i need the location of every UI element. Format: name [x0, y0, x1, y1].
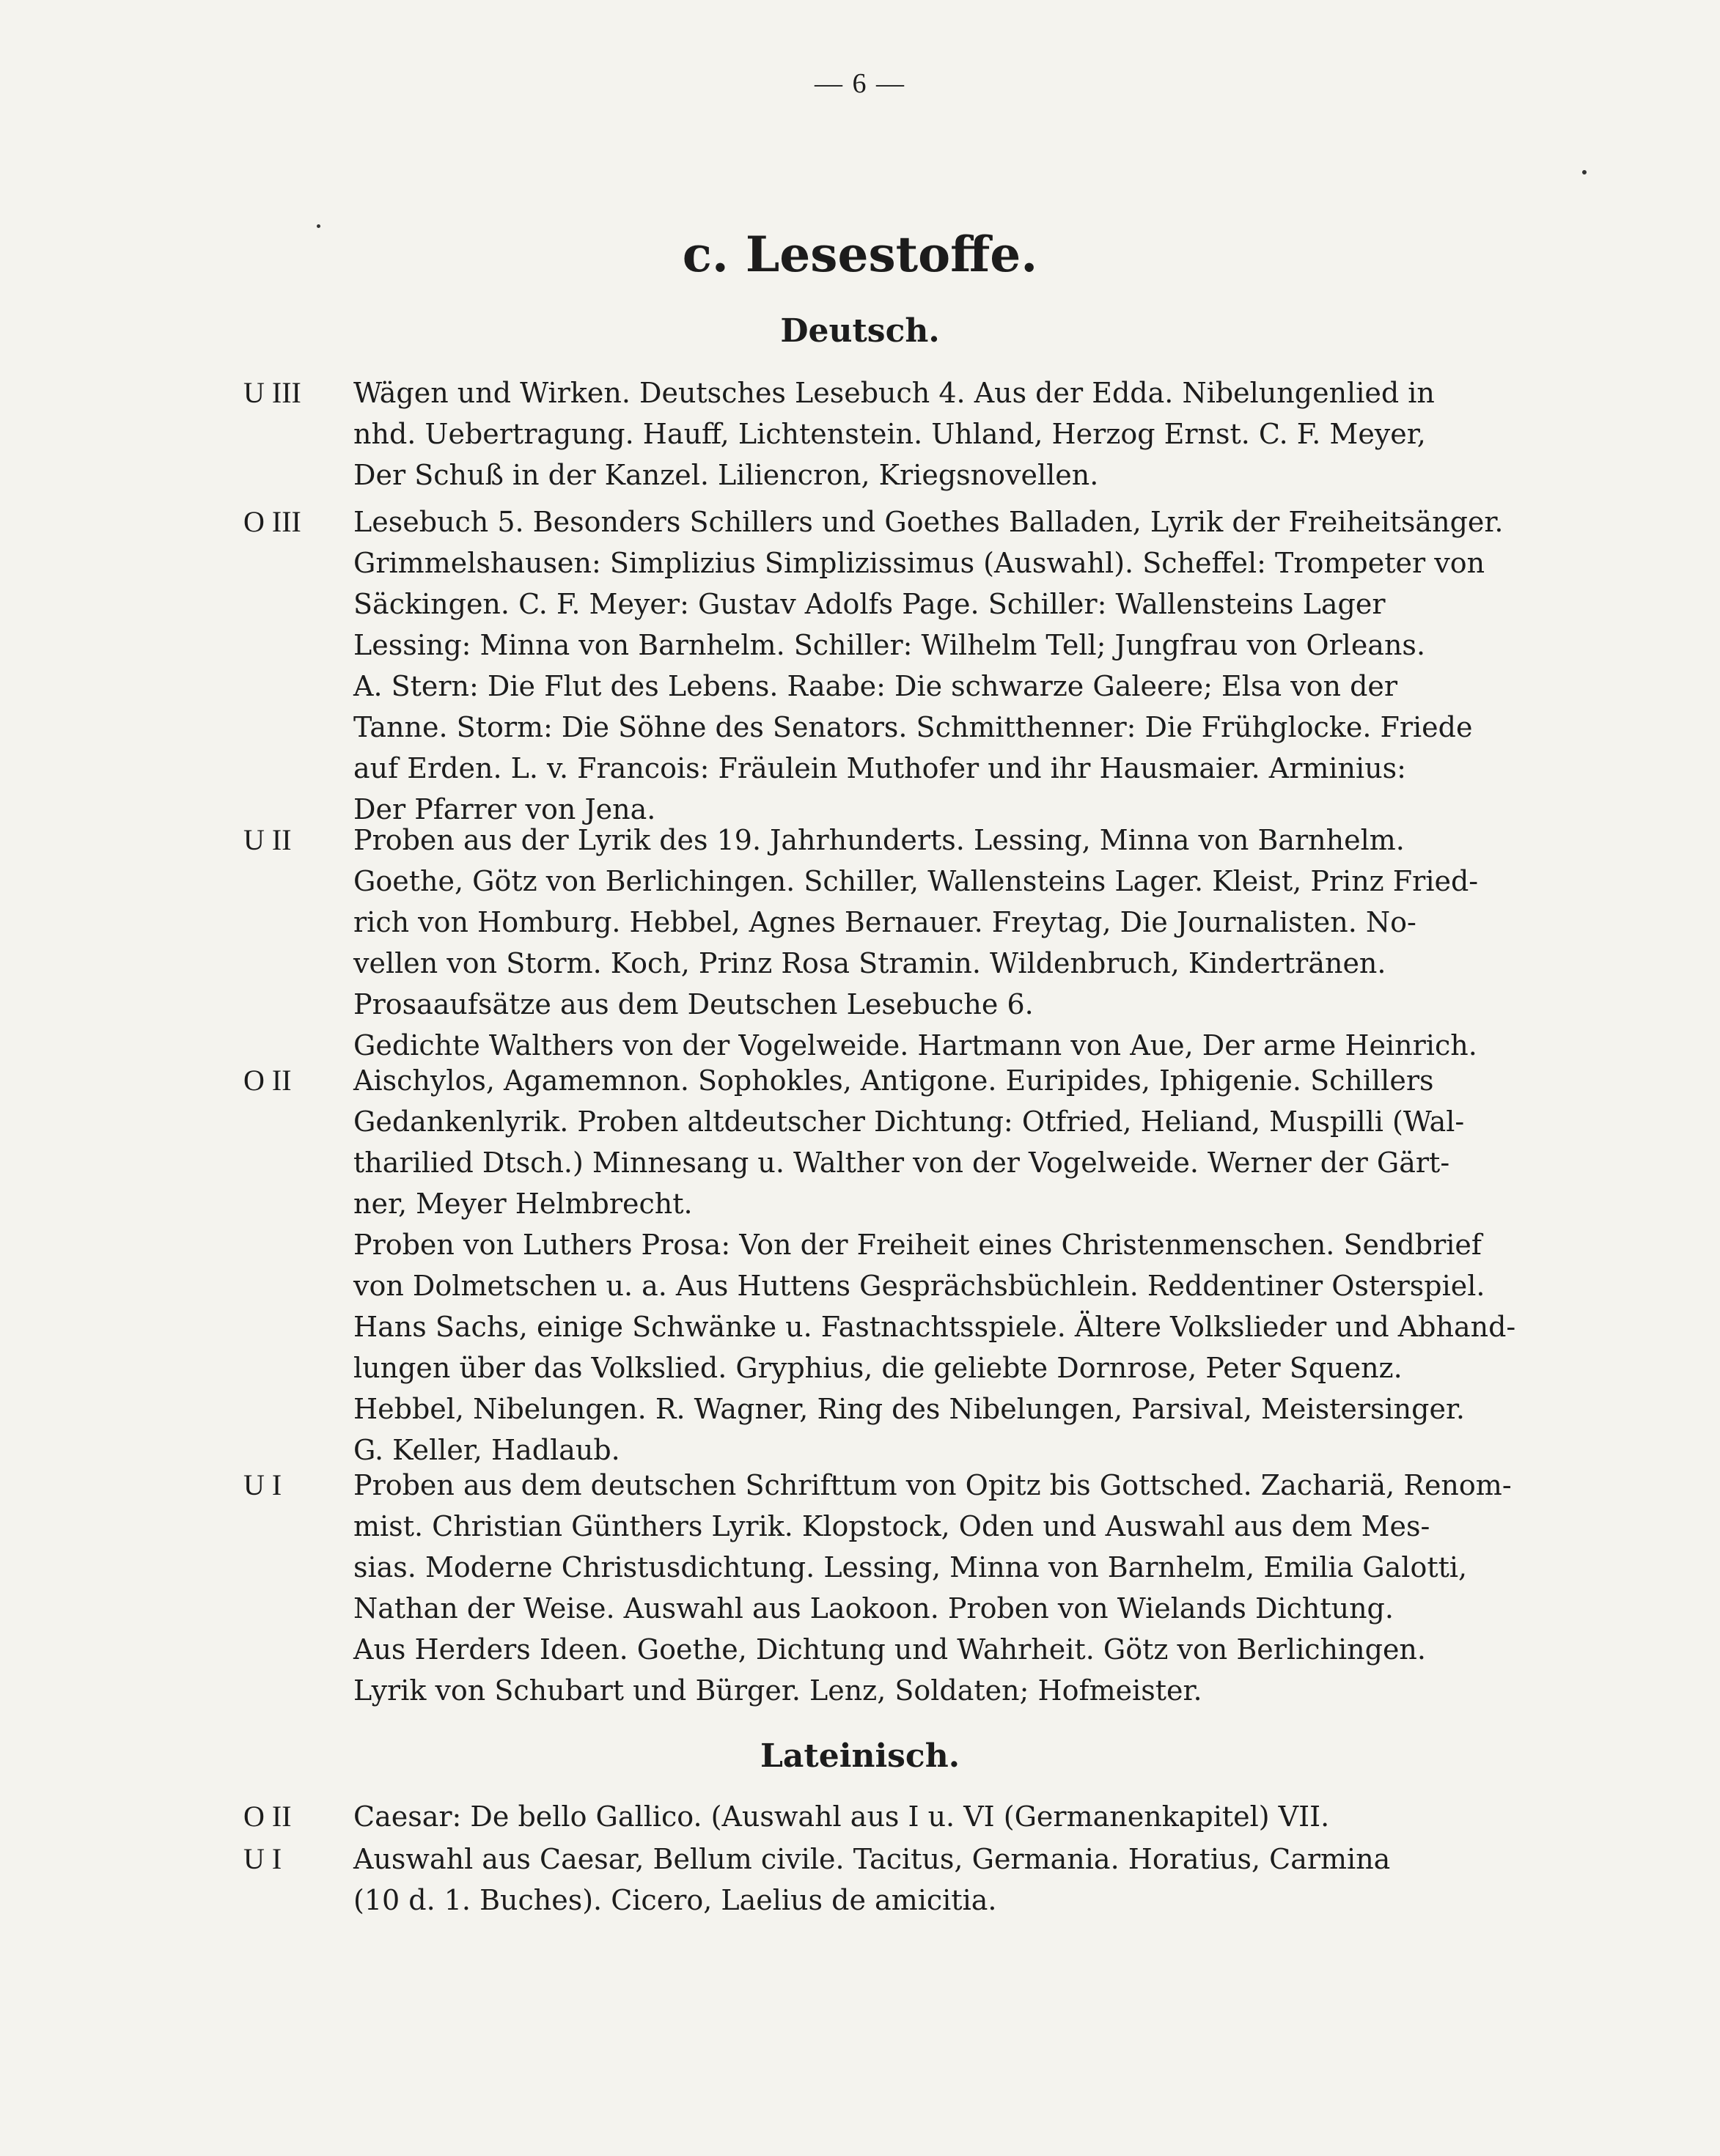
print-speck — [1582, 170, 1587, 174]
text-line: Der Pfarrer von Jena. — [353, 793, 656, 825]
section-title: c. Lesestoffe. — [682, 226, 1038, 283]
text-line: G. Keller, Hadlaub. — [353, 1434, 620, 1466]
text-line: auf Erden. L. v. Francois: Fräulein Muthofer und ihr Hausmaier. Arminius: — [353, 752, 1406, 784]
text-line: mist. Christian Günthers Lyrik. Klopstock, Oden und Auswahl aus dem Mes- — [353, 1510, 1430, 1542]
text-line: Gedichte Walthers von der Vogelweide. Hartmann von Aue, Der arme Heinrich. — [353, 1029, 1477, 1062]
text-line: Der Schuß in der Kanzel. Liliencron, Kriegsnovellen. — [353, 459, 1099, 491]
deutsch-heading: Deutsch. — [780, 312, 940, 350]
class-label: O II — [243, 1800, 292, 1833]
text-line: Proben aus dem deutschen Schrifttum von Opitz bis Gottsched. Zachariä, Renom- — [353, 1469, 1512, 1501]
page-number: — 6 — — [815, 68, 905, 99]
text-line: Gedankenlyrik. Proben altdeutscher Dichtung: Otfried, Heliand, Muspilli (Wal- — [353, 1105, 1465, 1138]
lateinisch-heading: Lateinisch. — [760, 1737, 960, 1775]
entry-text — [353, 1839, 1519, 1921]
text-line: Aischylos, Agamemnon. Sophokles, Antigone. Euripides, Iphigenie. Schillers — [353, 1064, 1434, 1097]
text-line: Hans Sachs, einige Schwänke u. Fastnachtsspiele. Ältere Volkslieder und Abhand- — [353, 1311, 1516, 1343]
text-line: Proben von Luthers Prosa: Von der Freiheit eines Christenmenschen. Sendbrief — [353, 1229, 1482, 1261]
text-line: von Dolmetschen u. a. Aus Huttens Gesprächsbüchlein. Reddentiner Osterspiel. — [353, 1270, 1485, 1302]
text-line: A. Stern: Die Flut des Lebens. Raabe: Die schwarze Galeere; Elsa von der — [353, 670, 1398, 702]
class-label: O III — [243, 505, 301, 538]
text-line: Grimmelshausen: Simplizius Simplizissimus (Auswahl). Scheffel: Trompeter von — [353, 547, 1485, 579]
text-line: tharilied Dtsch.) Minnesang u. Walther von der Vogelweide. Werner der Gärt- — [353, 1147, 1450, 1179]
text-line: Prosaaufsätze aus dem Deutschen Lesebuche 6. — [353, 988, 1034, 1020]
entry-text — [353, 820, 1519, 1066]
class-label: U I — [243, 1468, 282, 1501]
text-line: Säckingen. C. F. Meyer: Gustav Adolfs Page. Schiller: Wallensteins Lager — [353, 588, 1386, 620]
text-line: Wägen und Wirken. Deutsches Lesebuch 4. Aus der Edda. Nibelungenlied in — [353, 377, 1435, 409]
text-line: (10 d. 1. Buches). Cicero, Laelius de amicitia. — [353, 1884, 997, 1916]
text-line: Hebbel, Nibelungen. R. Wagner, Ring des Nibelungen, Parsival, Meistersinger. — [353, 1393, 1466, 1425]
text-line: vellen von Storm. Koch, Prinz Rosa Stramin. Wildenbruch, Kindertränen. — [353, 947, 1386, 979]
class-label: U II — [243, 823, 292, 856]
text-line: Lyrik von Schubart und Bürger. Lenz, Soldaten; Hofmeister. — [353, 1674, 1202, 1707]
text-line: Proben aus der Lyrik des 19. Jahrhunderts. Lessing, Minna von Barnhelm. — [353, 824, 1405, 856]
entry-text — [353, 1465, 1519, 1711]
text-line: nhd. Uebertragung. Hauff, Lichtenstein. Uhland, Herzog Ernst. C. F. Meyer, — [353, 418, 1426, 450]
text-line: Caesar: De bello Gallico. (Auswahl aus I u. VI (Germanenkapitel) VII. — [353, 1800, 1330, 1833]
class-label: U I — [243, 1842, 282, 1875]
text-line: Aus Herders Ideen. Goethe, Dichtung und Wahrheit. Götz von Berlichingen. — [353, 1633, 1426, 1666]
entry-text — [353, 501, 1519, 830]
entry-text — [353, 1060, 1519, 1471]
text-line: Tanne. Storm: Die Söhne des Senators. Schmitthenner: Die Frühglocke. Friede — [353, 711, 1473, 743]
text-line: sias. Moderne Christusdichtung. Lessing, Minna von Barnhelm, Emilia Galotti, — [353, 1551, 1468, 1583]
text-line: rich von Homburg. Hebbel, Agnes Bernauer. Freytag, Die Journalisten. No- — [353, 906, 1416, 938]
text-line: lungen über das Volkslied. Gryphius, die geliebte Dornrose, Peter Squenz. — [353, 1352, 1403, 1384]
entry-text — [353, 1796, 1519, 1837]
class-label: U III — [243, 376, 301, 409]
text-line: Lessing: Minna von Barnhelm. Schiller: Wilhelm Tell; Jungfrau von Orleans. — [353, 629, 1426, 661]
class-label: O II — [243, 1064, 292, 1097]
text-line: ner, Meyer Helmbrecht. — [353, 1188, 693, 1220]
text-line: Auswahl aus Caesar, Bellum civile. Tacitus, Germania. Horatius, Carmina — [353, 1843, 1391, 1875]
text-line: Nathan der Weise. Auswahl aus Laokoon. Proben von Wielands Dichtung. — [353, 1592, 1394, 1625]
text-line: Lesebuch 5. Besonders Schillers und Goethes Balladen, Lyrik der Freiheitsänger. — [353, 506, 1504, 538]
text-line: Goethe, Götz von Berlichingen. Schiller, Wallensteins Lager. Kleist, Prinz Fried- — [353, 865, 1479, 897]
entry-text — [353, 372, 1519, 496]
